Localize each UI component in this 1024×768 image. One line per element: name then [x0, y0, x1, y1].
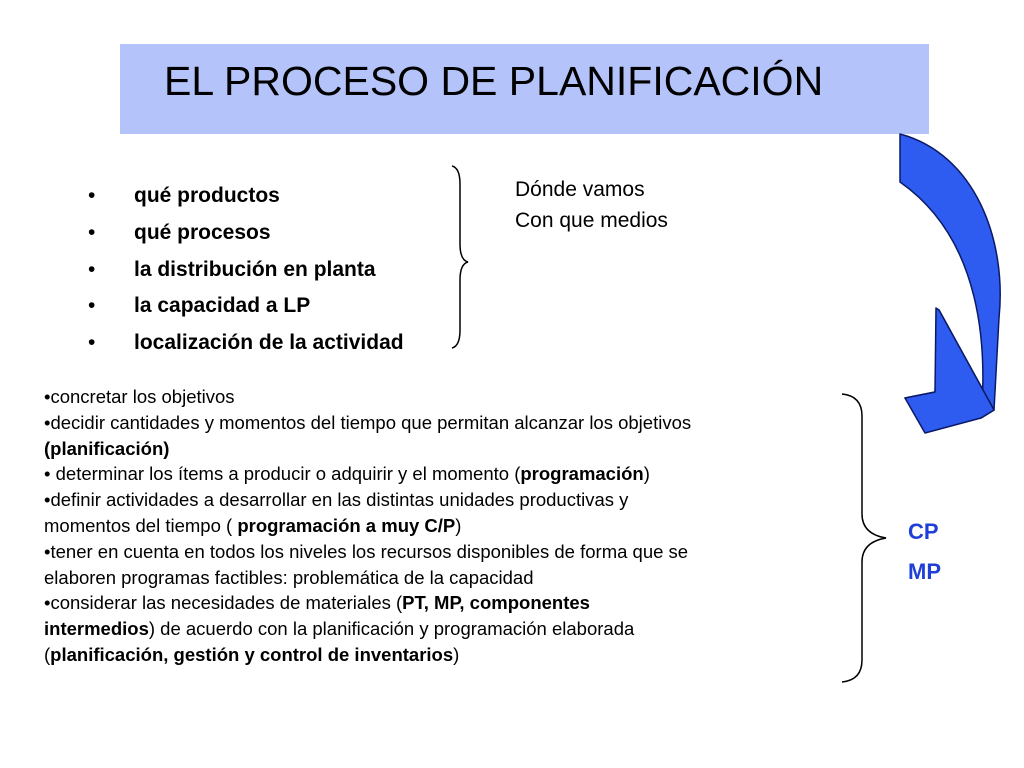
activity-line: [44, 461, 844, 487]
list-item-label: qué productos: [134, 184, 280, 207]
bullet: •: [88, 220, 96, 244]
label-mp: MP: [908, 559, 941, 584]
planning-activities-list: [44, 384, 844, 668]
horizon-labels: [908, 512, 941, 592]
activity-text: ) de acuerdo con la planificación y programación elaborada: [148, 618, 635, 640]
activity-text: ): [643, 463, 650, 485]
note-line-where: Dónde vamos: [515, 178, 645, 201]
direction-note: [515, 174, 668, 236]
top-brace-icon: [448, 162, 472, 352]
note-line-means: Con que medios: [515, 209, 668, 232]
activity-emphasis: PT, MP, componentes: [402, 592, 590, 614]
activity-text: ): [455, 514, 462, 536]
list-item-label: localización de la actividad: [134, 331, 404, 355]
activity-line: •decidir cantidades y momentos del tiempo que permitan alcanzar los objetivos: [44, 411, 692, 433]
activity-text: momentos del tiempo (: [44, 514, 238, 536]
activity-text: •considerar las necesidades de materiales (: [44, 592, 403, 614]
activity-emphasis: programación: [520, 463, 644, 485]
bullet: •: [88, 331, 96, 355]
activity-line: •tener en cuenta en todos los niveles los recursos disponibles de forma que se: [44, 540, 689, 562]
activity-line: [44, 590, 844, 616]
activity-line: [44, 616, 844, 642]
activity-text: (: [44, 643, 51, 665]
curved-down-arrow-icon: [895, 130, 1007, 438]
list-item-label: la distribución en planta: [134, 257, 376, 281]
activity-emphasis: (planificación): [44, 437, 170, 459]
activity-text: • determinar los ítems a producir o adquirir y el momento (: [44, 463, 521, 485]
label-cp: CP: [908, 519, 939, 544]
activity-text: ): [453, 643, 460, 665]
activity-line: elaboren programas factibles: problemática de la capacidad: [44, 566, 534, 588]
activity-line: [44, 513, 844, 539]
title-banner: [120, 44, 929, 134]
list-item-label: qué procesos: [134, 220, 271, 244]
bullet: •: [88, 294, 96, 318]
bullet: •: [88, 257, 96, 281]
bottom-brace-icon: [838, 390, 898, 686]
slide-title: EL PROCESO DE PLANIFICACIÓN: [164, 58, 824, 104]
activity-line: [44, 436, 844, 462]
activity-emphasis: intermedios: [44, 618, 149, 640]
activity-line: •definir actividades a desarrollar en las distintas unidades productivas y: [44, 489, 629, 511]
activity-emphasis: programación a muy C/P: [237, 514, 456, 536]
list-item-label: la capacidad a LP: [134, 294, 311, 318]
activity-line: [44, 642, 844, 668]
activity-line: •concretar los objetivos: [44, 386, 235, 407]
activity-emphasis: planificación, gestión y control de inventarios: [50, 643, 454, 665]
bullet: •: [88, 184, 96, 207]
